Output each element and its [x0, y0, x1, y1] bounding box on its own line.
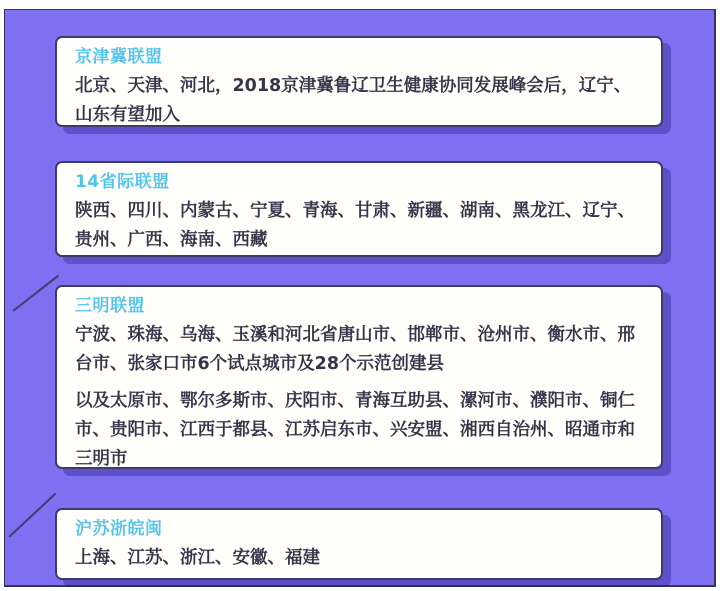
card-title: 三明联盟 [75, 296, 145, 316]
card-title: 沪苏浙皖闽 [75, 519, 163, 539]
card-14-province-alliance [55, 161, 663, 257]
card-hu-su-zhe-wan-min-alliance [55, 508, 663, 580]
card-paragraph: 北京、天津、河北，2018京津冀鲁辽卫生健康协同发展峰会后，辽宁、山东有望加入 [75, 76, 632, 125]
card-title: 14省际联盟 [75, 172, 170, 192]
card-paragraph: 陕西、四川、内蒙古、宁夏、青海、甘肃、新疆、湖南、黑龙江、辽宁、贵州、广西、海南、西藏 [75, 201, 635, 250]
card-sanming-alliance [55, 285, 663, 469]
card-paragraph: 上海、江苏、浙江、安徽、福建 [75, 548, 320, 568]
purple-panel [4, 9, 716, 587]
page-break-slash-icon [12, 275, 59, 312]
card-paragraph: 宁波、珠海、乌海、玉溪和河北省唐山市、邯郸市、沧州市、衡水市、邢台市、张家口市6个试点城市及28个示范创建县 [75, 325, 635, 374]
page-break-slash-icon [8, 493, 56, 538]
card-title: 京津冀联盟 [75, 47, 163, 67]
card-jingjinji-alliance [55, 36, 663, 127]
card-paragraph: 以及太原市、鄂尔多斯市、庆阳市、青海互助县、漯河市、濮阳市、铜仁市、贵阳市、江西于都县、江苏启东市、兴安盟、湘西自治州、昭通市和三明市 [75, 391, 635, 469]
